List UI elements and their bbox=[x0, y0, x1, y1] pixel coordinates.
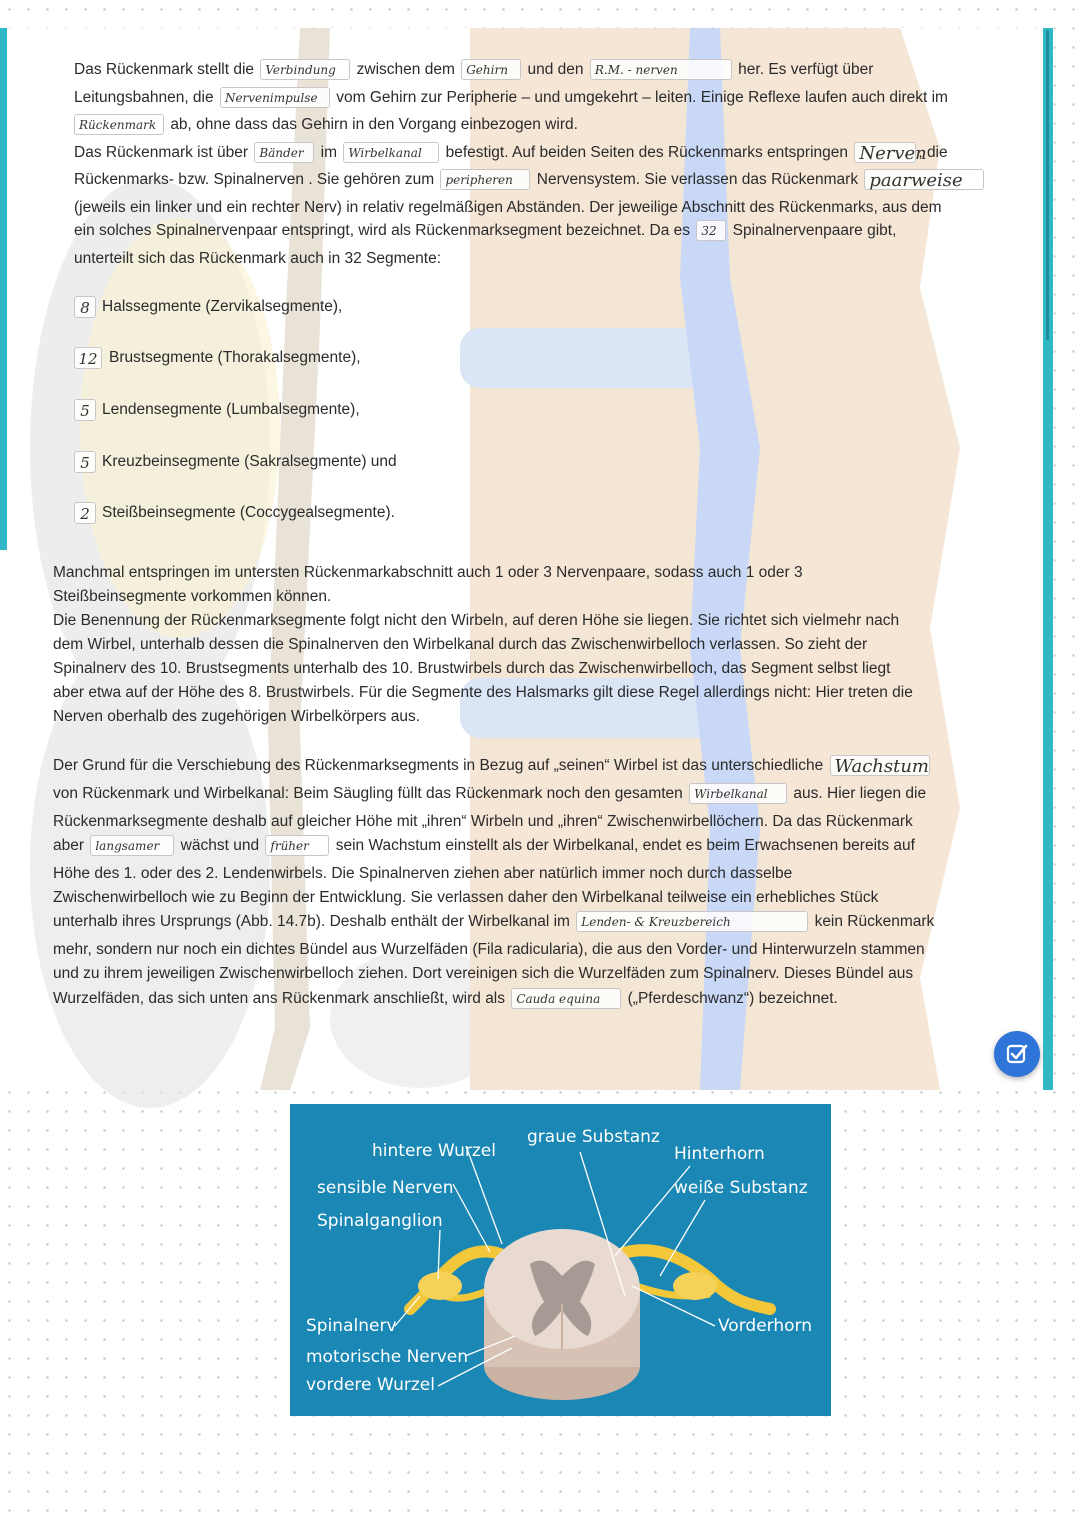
p2-line: Die Benennung der Rückenmarksegmente folgt nicht den Wirbeln, auf deren Höhe sie liegen. Sie richtet sich vielmehr nach bbox=[53, 612, 900, 629]
answer-field[interactable]: langsamer bbox=[90, 835, 174, 856]
label-spinalnerv: Spinalnerv bbox=[306, 1316, 397, 1336]
answer-field[interactable]: Verbindung bbox=[260, 59, 350, 80]
segment-label: Lendensegmente (Lumbalsegmente), bbox=[102, 401, 360, 418]
p2-line: Steißbeinsegmente vorkommen können. bbox=[53, 588, 332, 605]
p3-line-4: aber langsamer wächst und früher sein Wachstum einstellt als der Wirbelkanal, endet es beim Erwachsenen bereits auf bbox=[53, 834, 915, 858]
p3-line-9: und zu ihrem jeweiligen Zwischenwirbelloch ziehen. Dort vereinigen sich die Wurzelfäden zum Spinalnerv. Dieses Bündel aus bbox=[53, 965, 914, 982]
check-edit-icon bbox=[994, 1031, 1040, 1077]
p1-line-5: Rückenmarks- bzw. Spinalnerven . Sie gehören zum peripheren Nervensystem. Sie verlassen das Rückenmark paarweise bbox=[74, 168, 986, 192]
check-edit-button[interactable] bbox=[994, 1031, 1040, 1077]
segment-count-field[interactable]: 5 bbox=[74, 451, 96, 473]
p2-line: Spinalnerv des 10. Brustsegments unterhalb des 10. Brustwirbels durch das Zwischenwirbelloch, das Segment selbst liegt bbox=[53, 660, 891, 677]
answer-field[interactable]: Rückenmark bbox=[74, 114, 164, 135]
label-graue-substanz: graue Substanz bbox=[527, 1127, 660, 1147]
segment-label: Steißbeinsegmente (Coccygealsegmente). bbox=[102, 504, 395, 521]
p1-line-8: unterteilt sich das Rückenmark auch in 32 Segmente: bbox=[74, 250, 442, 267]
p3-line-6: Zwischenwirbelloch wie zu Beginn der Entwicklung. Sie verlassen daher den Wirbelkanal teilweise ein erhebliches Stück bbox=[53, 889, 879, 906]
segment-count-field[interactable]: 2 bbox=[74, 502, 96, 524]
p2-line: dem Wirbel, unterhalb dessen die Spinalnerven den Wirbelkanal durch das Zwischenwirbelloch verlassen. So zieht der bbox=[53, 636, 868, 653]
label-motorische-nerven: motorische Nerven bbox=[306, 1347, 469, 1367]
answer-field[interactable]: Wirbelkanal bbox=[343, 142, 439, 163]
p3-line-8: mehr, sondern nur noch ein dichtes Bündel aus Wurzelfäden (Fila radicularia), die aus den Vorder- und Hinterwurzeln stammen bbox=[53, 941, 925, 958]
scrollbar-thumb[interactable] bbox=[1046, 30, 1049, 340]
answer-field[interactable]: peripheren bbox=[440, 169, 530, 190]
p3-line-2: von Rückenmark und Wirbelkanal: Beim Säugling füllt das Rückenmark noch den gesamten Wirbelkanal aus. Hier liegen die bbox=[53, 782, 926, 806]
segment-label: Halssegmente (Zervikalsegmente), bbox=[102, 298, 343, 315]
p1-line-1: Das Rückenmark stellt die Verbindung zwischen dem Gehirn und den R.M. - nerven her. Es verfügt über bbox=[74, 58, 873, 82]
p2-line: Nerven oberhalb des zugehörigen Wirbelkörpers aus. bbox=[53, 708, 421, 725]
answer-field[interactable]: 32 bbox=[696, 220, 726, 241]
p2-line: aber etwa auf der Höhe des 8. Brustwirbels. Für die Segmente des Halsmarks gilt diese Regel allerdings nicht: Hier treten die bbox=[53, 684, 913, 701]
segment-count-field[interactable]: 5 bbox=[74, 399, 96, 421]
answer-field[interactable]: Cauda equina bbox=[511, 988, 621, 1009]
answer-field[interactable]: Nervenimpulse bbox=[220, 87, 330, 108]
answer-field[interactable]: Wachstum bbox=[830, 755, 930, 776]
answer-field[interactable]: R.M. - nerven bbox=[590, 59, 732, 80]
p3-line-3: Rückenmarksegmente deshalb auf gleicher Höhe mit „ihren“ Wirbeln und „ihren“ Zwischenwirbellöchern. Da das Rückenmark bbox=[53, 813, 913, 830]
answer-field[interactable]: Nerven bbox=[854, 142, 916, 163]
label-spinalganglion: Spinalganglion bbox=[317, 1211, 443, 1231]
label-sensible-nerven: sensible Nerven bbox=[317, 1178, 454, 1198]
p1-line-7: ein solches Spinalnervenpaar entspringt, wird als Rückenmarksegment bezeichnet. Da es 32 Spinalnervenpaare gibt, bbox=[74, 219, 896, 243]
p3-line-7: unterhalb ihres Ursprungs (Abb. 14.7b). Deshalb enthält der Wirbelkanal im Lenden- & Kreuzbereich kein Rückenmark bbox=[53, 910, 934, 934]
left-accent-bar bbox=[0, 28, 7, 550]
answer-field[interactable]: früher bbox=[265, 835, 329, 856]
answer-field[interactable]: paarweise bbox=[864, 169, 984, 190]
label-vordere-wurzel: vordere Wurzel bbox=[306, 1375, 435, 1395]
p3-line-10: Wurzelfäden, das sich unten ans Rückenmark anschließt, wird als Cauda equina („Pferdeschwanz“) bezeichnet. bbox=[53, 987, 838, 1011]
p1-line-3: Rückenmark ab, ohne dass das Gehirn in den Vorgang einbezogen wird. bbox=[74, 113, 578, 137]
answer-field[interactable]: Gehirn bbox=[461, 59, 521, 80]
label-weisse-substanz: weiße Substanz bbox=[674, 1178, 808, 1198]
answer-field[interactable]: Lenden- & Kreuzbereich bbox=[576, 911, 808, 932]
segment-count-field[interactable]: 12 bbox=[74, 347, 102, 369]
answer-field[interactable]: Wirbelkanal bbox=[689, 783, 787, 804]
p1-line-4: Das Rückenmark ist über Bänder im Wirbelkanal befestigt. Auf beiden Seiten des Rückenmarks entspringen Nerven, die bbox=[74, 143, 948, 165]
spinal-cord-diagram bbox=[290, 1104, 831, 1416]
p3-line-5: Höhe des 1. oder des 2. Lendenwirbels. Die Spinalnerven ziehen aber natürlich immer noch durch dasselbe bbox=[53, 865, 793, 882]
answer-field[interactable]: Bänder bbox=[254, 142, 314, 163]
p3-line-1: Der Grund für die Verschiebung des Rückenmarksegments in Bezug auf „seinen“ Wirbel ist das unterschiedliche Wachstum bbox=[53, 756, 930, 778]
p2-line: Manchmal entspringen im untersten Rückenmarkabschnitt auch 1 oder 3 Nervenpaare, sodass auch 1 oder 3 bbox=[53, 564, 803, 581]
label-hintere-wurzel: hintere Wurzel bbox=[372, 1141, 496, 1161]
label-hinterhorn: Hinterhorn bbox=[674, 1144, 765, 1164]
p1-line-2: Leitungsbahnen, die Nervenimpulse vom Gehirn zur Peripherie – und umgekehrt – leiten. Einige Reflexe laufen auch direkt im bbox=[74, 86, 948, 110]
label-vorderhorn: Vorderhorn bbox=[718, 1316, 812, 1336]
segment-label: Kreuzbeinsegmente (Sakralsegmente) und bbox=[102, 453, 397, 470]
segment-count-field[interactable]: 8 bbox=[74, 296, 96, 318]
segment-label: Brustsegmente (Thorakalsegmente), bbox=[109, 349, 361, 366]
p1-line-6: (jeweils ein linker und ein rechter Nerv) in relativ regelmäßigen Abständen. Der jeweilige Abschnitt des Rückenmarks, aus dem bbox=[74, 199, 942, 216]
